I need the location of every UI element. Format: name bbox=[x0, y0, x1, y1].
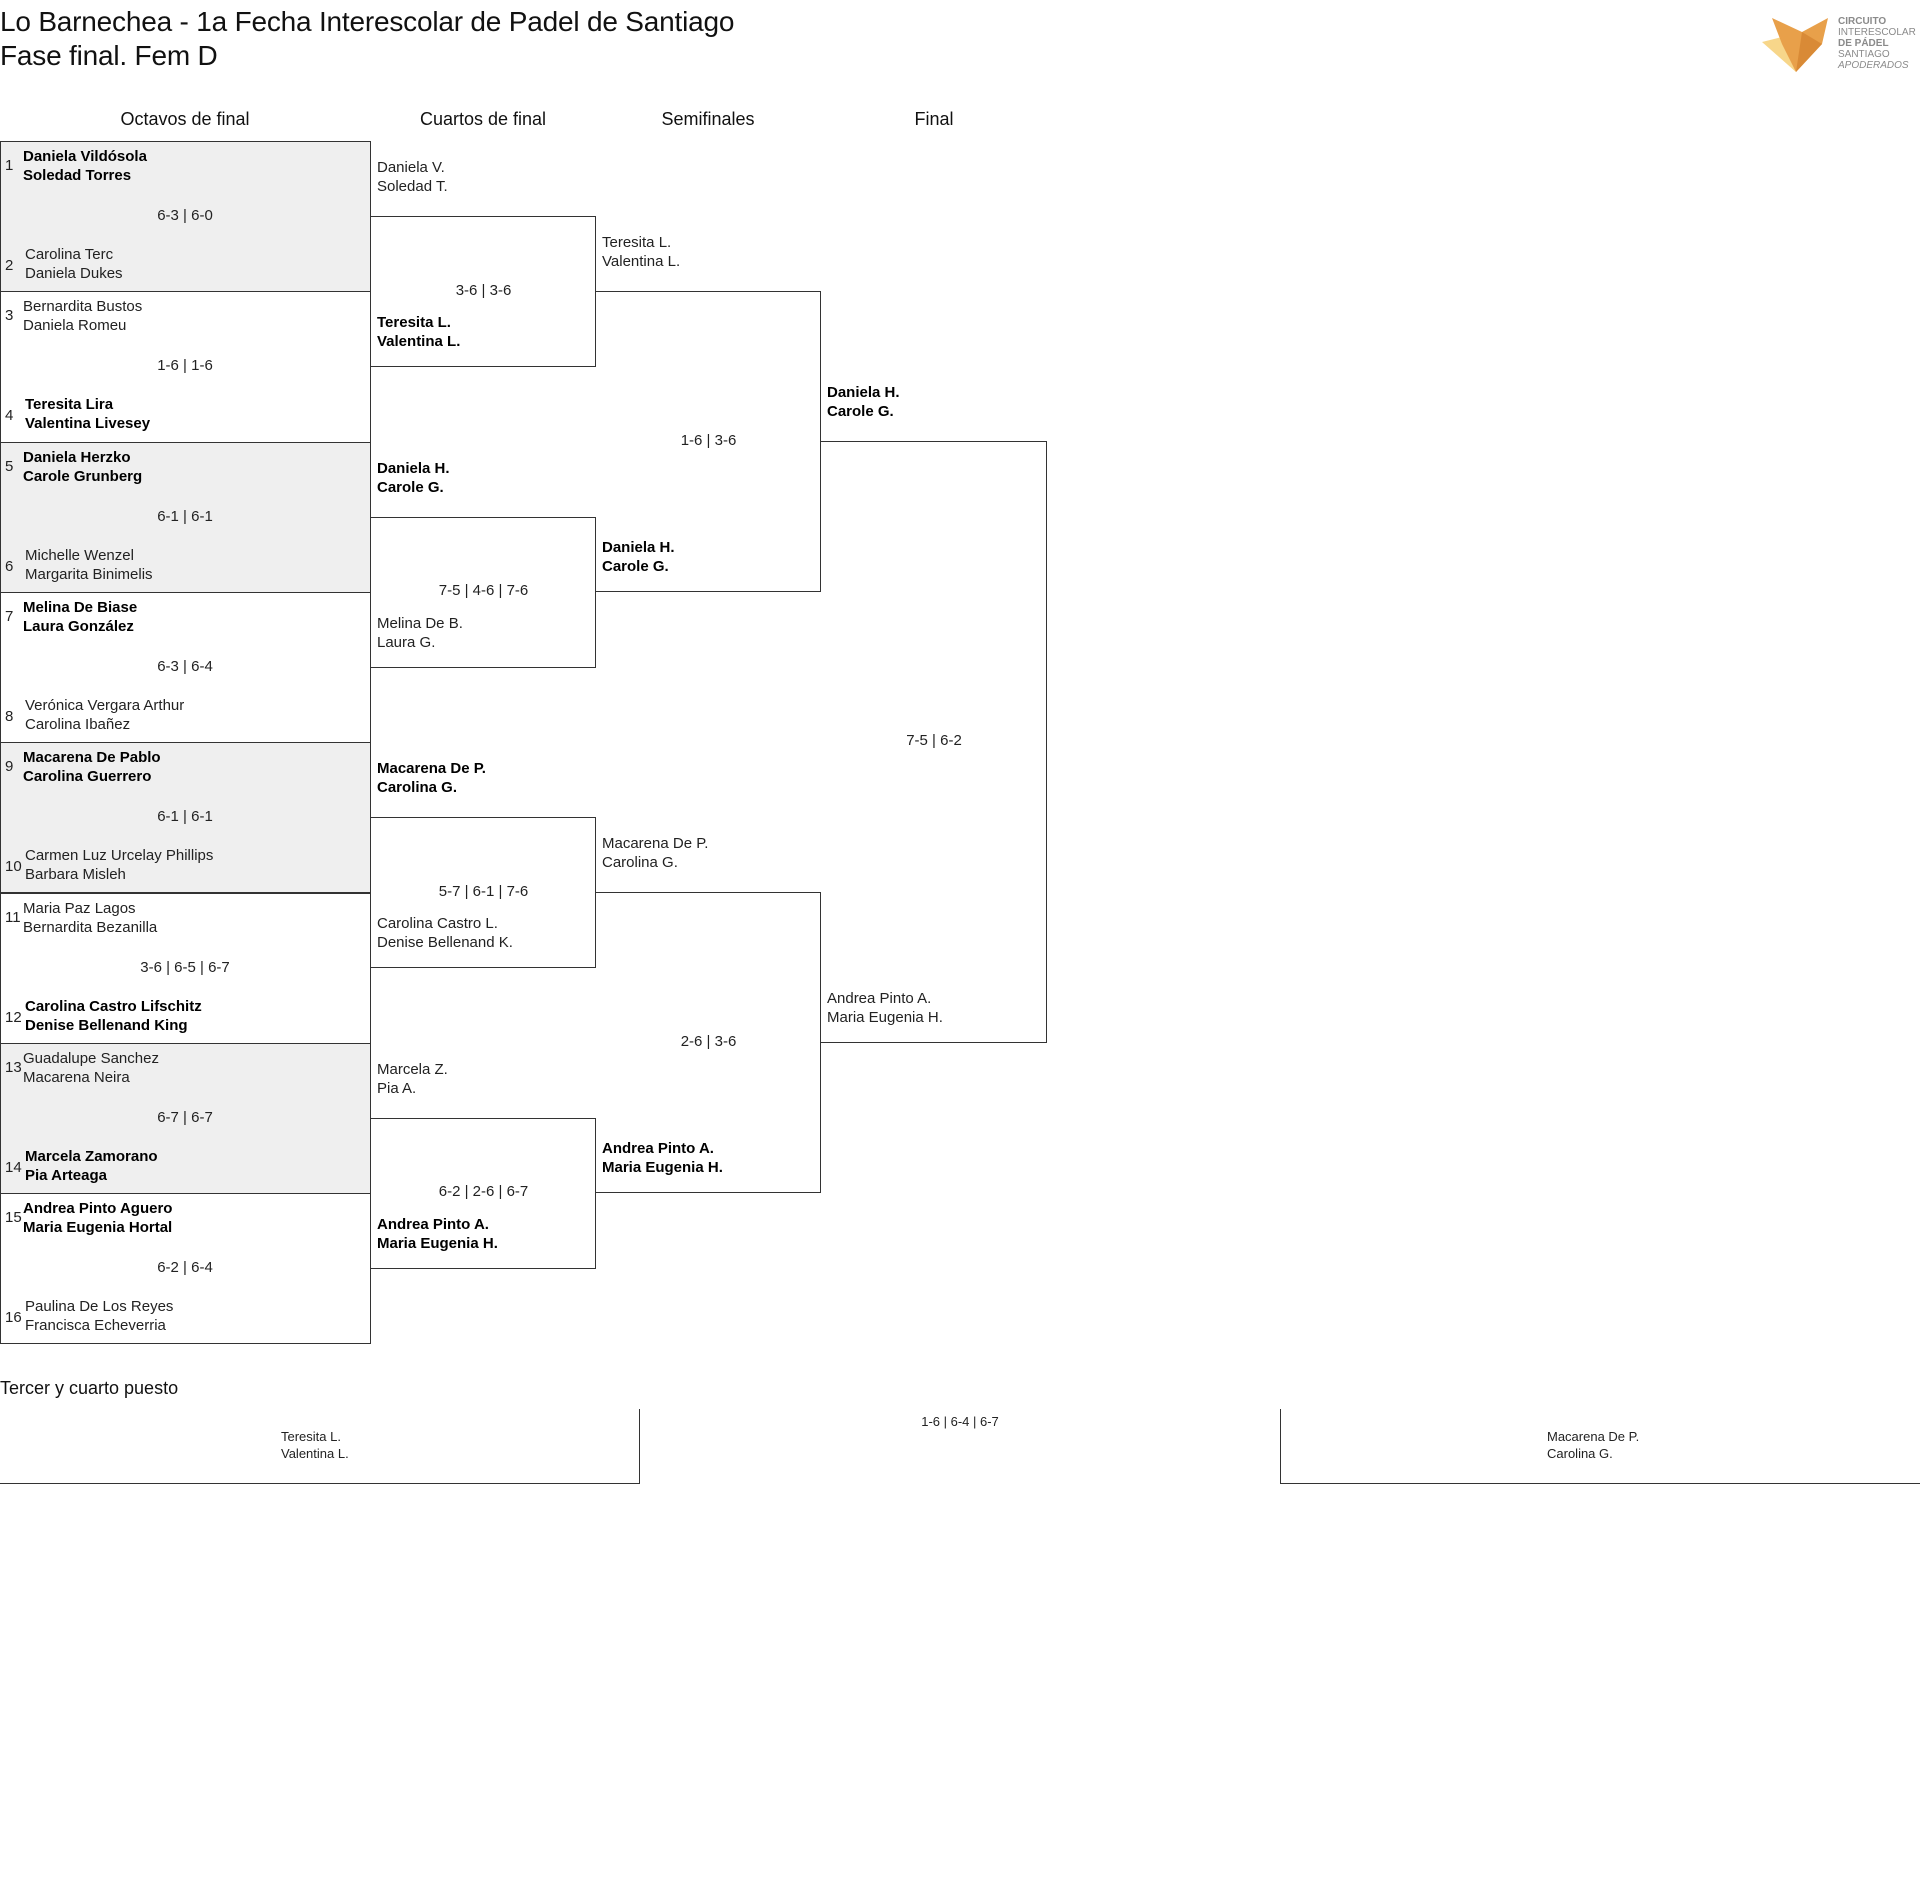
third-place-right-player-2: Carolina G. bbox=[1547, 1446, 1613, 1461]
seed-number: 15 bbox=[5, 1209, 22, 1227]
third-place-right-team bbox=[1547, 1428, 1639, 1462]
r16-team-player-1: Paulina De Los Reyes bbox=[25, 1298, 174, 1316]
match-score: 3-6 | 3-6 bbox=[455, 281, 512, 299]
r16-team-player-1: Bernardita Bustos bbox=[23, 298, 143, 316]
r16-team-player-1: Marcela Zamorano bbox=[25, 1147, 158, 1165]
r16-team-player-1: Daniela Herzko bbox=[23, 448, 131, 466]
match-score: 6-7 | 6-7 bbox=[157, 1108, 213, 1126]
match-score: 6-1 | 6-1 bbox=[157, 808, 213, 826]
r16-team-player-1: Carmen Luz Urcelay Phillips bbox=[25, 847, 214, 865]
sf-team-player-1: Andrea Pinto A. bbox=[602, 1140, 714, 1158]
third-place-left-player-2: Valentina L. bbox=[281, 1446, 349, 1461]
r16-team-player-2: Daniela Dukes bbox=[25, 265, 123, 282]
r16-team-player-2: Francisca Echeverria bbox=[25, 1317, 166, 1335]
qf-team bbox=[377, 313, 460, 351]
qf-team bbox=[377, 459, 450, 497]
qf-team-player-1: Daniela H. bbox=[377, 459, 450, 477]
third-place-left-line bbox=[0, 1483, 640, 1484]
third-place-right-player-1: Macarena De P. bbox=[1547, 1429, 1640, 1444]
r16-team-player-2: Denise Bellenand King bbox=[25, 1016, 188, 1034]
logo-line-2: INTERESCOLAR bbox=[1838, 27, 1916, 38]
r16-team-player-2: Valentina Livesey bbox=[25, 415, 151, 433]
logo-line-5: APODERADOS bbox=[1838, 60, 1909, 71]
qf-team-player-1: Daniela V. bbox=[377, 159, 445, 176]
sf-team-player-1: Daniela H. bbox=[602, 539, 675, 556]
match-score: 6-3 | 6-4 bbox=[157, 657, 213, 675]
match-score: 1-6 | 3-6 bbox=[680, 431, 737, 449]
qf-team-player-2: Soledad T. bbox=[377, 178, 448, 195]
logo-text bbox=[1838, 16, 1916, 71]
page-title: Lo Barnechea - 1a Fecha Interescolar de Padel de Santiago bbox=[0, 6, 735, 37]
seed-number: 16 bbox=[5, 1309, 22, 1327]
round-header-r16: Octavos de final bbox=[120, 109, 250, 129]
qf-team-player-2: Laura G. bbox=[377, 633, 436, 651]
qf-team bbox=[377, 1060, 448, 1098]
sf-team-player-2: Valentina L. bbox=[602, 253, 681, 270]
r16-team bbox=[23, 1049, 159, 1087]
r16-team-player-1: Michelle Wenzel bbox=[25, 546, 134, 564]
qf-team bbox=[377, 614, 463, 652]
seed-number: 13 bbox=[5, 1058, 22, 1076]
r16-team bbox=[25, 846, 213, 884]
match-score: 6-2 | 2-6 | 6-7 bbox=[438, 1183, 529, 1201]
match-score: 1-6 | 1-6 bbox=[157, 357, 213, 375]
qf-team-player-2: Carolina G. bbox=[377, 779, 458, 797]
sf-team-player-2: Carolina G. bbox=[602, 854, 678, 872]
r16-team-player-2: Carolina Ibañez bbox=[25, 715, 131, 733]
match-score: 6-2 | 6-4 bbox=[157, 1259, 213, 1277]
r16-team-player-1: Carolina Castro Lifschitz bbox=[25, 997, 202, 1015]
r16-team bbox=[23, 748, 161, 786]
match-score: 6-1 | 6-1 bbox=[157, 507, 213, 525]
match-score: 2-6 | 3-6 bbox=[680, 1032, 737, 1050]
qf-team-player-2: Pia A. bbox=[377, 1079, 417, 1097]
sf-team bbox=[602, 834, 708, 872]
seed-number: 7 bbox=[5, 607, 14, 625]
third-place-score: 1-6 | 6-4 | 6-7 bbox=[921, 1414, 999, 1429]
third-place-right-line bbox=[1280, 1483, 1920, 1484]
round-header-sf: Semifinales bbox=[661, 109, 755, 129]
third-place-left-player-1: Teresita L. bbox=[281, 1429, 341, 1444]
sf-team-player-2: Maria Eugenia H. bbox=[602, 1159, 723, 1177]
seed-number: 9 bbox=[5, 758, 14, 776]
seed-number: 3 bbox=[5, 307, 14, 325]
final-team-player-2: Maria Eugenia H. bbox=[827, 1009, 943, 1026]
r16-team-player-1: Carolina Terc bbox=[25, 246, 114, 263]
r16-team-player-2: Laura González bbox=[23, 617, 134, 635]
r16-team-player-1: Melina De Biase bbox=[23, 598, 138, 616]
r16-team-player-1: Guadalupe Sanchez bbox=[23, 1049, 159, 1067]
r16-team bbox=[25, 696, 184, 734]
round-header-qf: Cuartos de final bbox=[419, 109, 547, 129]
logo-line-4: SANTIAGO bbox=[1838, 49, 1890, 60]
qf-team bbox=[377, 914, 513, 952]
match-score: 6-3 | 6-0 bbox=[157, 207, 213, 224]
qf-team-player-2: Maria Eugenia H. bbox=[377, 1234, 498, 1252]
r16-team-player-2: Macarena Neira bbox=[23, 1068, 130, 1086]
r16-team-player-2: Carole Grunberg bbox=[23, 467, 143, 485]
r16-team-player-2: Barbara Misleh bbox=[25, 866, 126, 884]
r16-team-player-2: Daniela Romeu bbox=[23, 317, 127, 335]
seed-number: 14 bbox=[5, 1158, 22, 1176]
final-team bbox=[827, 989, 943, 1027]
r16-team bbox=[25, 395, 150, 433]
sf-team-player-1: Teresita L. bbox=[602, 234, 672, 251]
match-score: 5-7 | 6-1 | 7-6 bbox=[438, 882, 529, 900]
qf-team-player-1: Macarena De P. bbox=[377, 760, 486, 778]
final-team-player-1: Andrea Pinto A. bbox=[827, 990, 932, 1007]
seed-number: 8 bbox=[5, 707, 14, 725]
r16-team bbox=[23, 448, 142, 486]
seed-number: 1 bbox=[5, 157, 14, 174]
third-place-left-team bbox=[281, 1428, 349, 1462]
r16-team-player-2: Maria Eugenia Hortal bbox=[23, 1219, 173, 1237]
sf-team bbox=[602, 538, 675, 576]
third-place-title: Tercer y cuarto puesto bbox=[0, 1378, 179, 1398]
r16-team-player-1: Maria Paz Lagos bbox=[23, 899, 136, 917]
match-score: 7-5 | 4-6 | 7-6 bbox=[438, 582, 529, 600]
sf-team-player-1: Macarena De P. bbox=[602, 835, 709, 853]
seed-number: 5 bbox=[5, 457, 14, 475]
round-header-final: Final bbox=[914, 109, 954, 129]
r16-team bbox=[23, 297, 142, 335]
seed-number: 11 bbox=[5, 908, 21, 926]
r16-team-player-2: Soledad Torres bbox=[23, 167, 132, 184]
sf-team bbox=[602, 1139, 723, 1177]
r16-team bbox=[25, 546, 153, 584]
r16-team-player-1: Verónica Vergara Arthur bbox=[25, 696, 185, 714]
final-team-player-2: Carole G. bbox=[827, 403, 894, 420]
r16-team bbox=[23, 1199, 172, 1237]
seed-number: 10 bbox=[5, 858, 22, 876]
r16-team-player-1: Daniela Vildósola bbox=[23, 148, 147, 165]
qf-team-player-1: Carolina Castro L. bbox=[377, 915, 498, 933]
sf-team-player-2: Carole G. bbox=[602, 558, 669, 575]
qf-team bbox=[377, 1215, 498, 1253]
r16-team bbox=[25, 245, 123, 283]
r16-team bbox=[25, 1297, 173, 1335]
logo-line-1: CIRCUITO bbox=[1838, 16, 1887, 27]
qf-team bbox=[377, 759, 486, 797]
qf-team-player-2: Carole G. bbox=[377, 478, 444, 496]
r16-team bbox=[25, 1147, 158, 1185]
r16-team-player-2: Pia Arteaga bbox=[25, 1166, 107, 1184]
qf-team-player-1: Melina De B. bbox=[377, 614, 463, 632]
qf-team-player-1: Andrea Pinto A. bbox=[377, 1215, 489, 1233]
seed-number: 6 bbox=[5, 557, 14, 575]
logo-line-3: DE PÁDEL bbox=[1838, 38, 1889, 49]
r16-team-player-2: Margarita Binimelis bbox=[25, 565, 153, 583]
third-place-left-connector bbox=[639, 1409, 640, 1484]
qf-team-player-1: Marcela Z. bbox=[377, 1060, 448, 1078]
sf-team bbox=[602, 233, 680, 271]
r16-team bbox=[23, 147, 147, 185]
qf-team-player-2: Denise Bellenand K. bbox=[377, 934, 513, 952]
r16-team-player-2: Carolina Guerrero bbox=[23, 768, 152, 786]
seed-number: 12 bbox=[5, 1008, 22, 1026]
r16-team-player-1: Macarena De Pablo bbox=[23, 749, 161, 767]
seed-number: 4 bbox=[5, 407, 14, 425]
r16-team bbox=[23, 899, 157, 937]
qf-team-player-2: Valentina L. bbox=[377, 333, 461, 350]
r16-team bbox=[23, 598, 137, 636]
r16-team bbox=[25, 997, 202, 1035]
r16-team-player-2: Bernardita Bezanilla bbox=[23, 918, 158, 936]
final-score: 7-5 | 6-2 bbox=[906, 732, 962, 749]
third-place-right-connector bbox=[1280, 1409, 1281, 1484]
qf-team bbox=[377, 158, 448, 196]
seed-number: 2 bbox=[5, 257, 14, 274]
r16-team-player-1: Teresita Lira bbox=[25, 396, 114, 414]
final-team bbox=[827, 383, 900, 421]
match-score: 3-6 | 6-5 | 6-7 bbox=[140, 958, 230, 976]
final-team-player-1: Daniela H. bbox=[827, 384, 900, 401]
page-subtitle: Fase final. Fem D bbox=[0, 40, 218, 71]
r16-team-player-1: Andrea Pinto Aguero bbox=[23, 1200, 173, 1218]
qf-team-player-1: Teresita L. bbox=[377, 314, 451, 331]
